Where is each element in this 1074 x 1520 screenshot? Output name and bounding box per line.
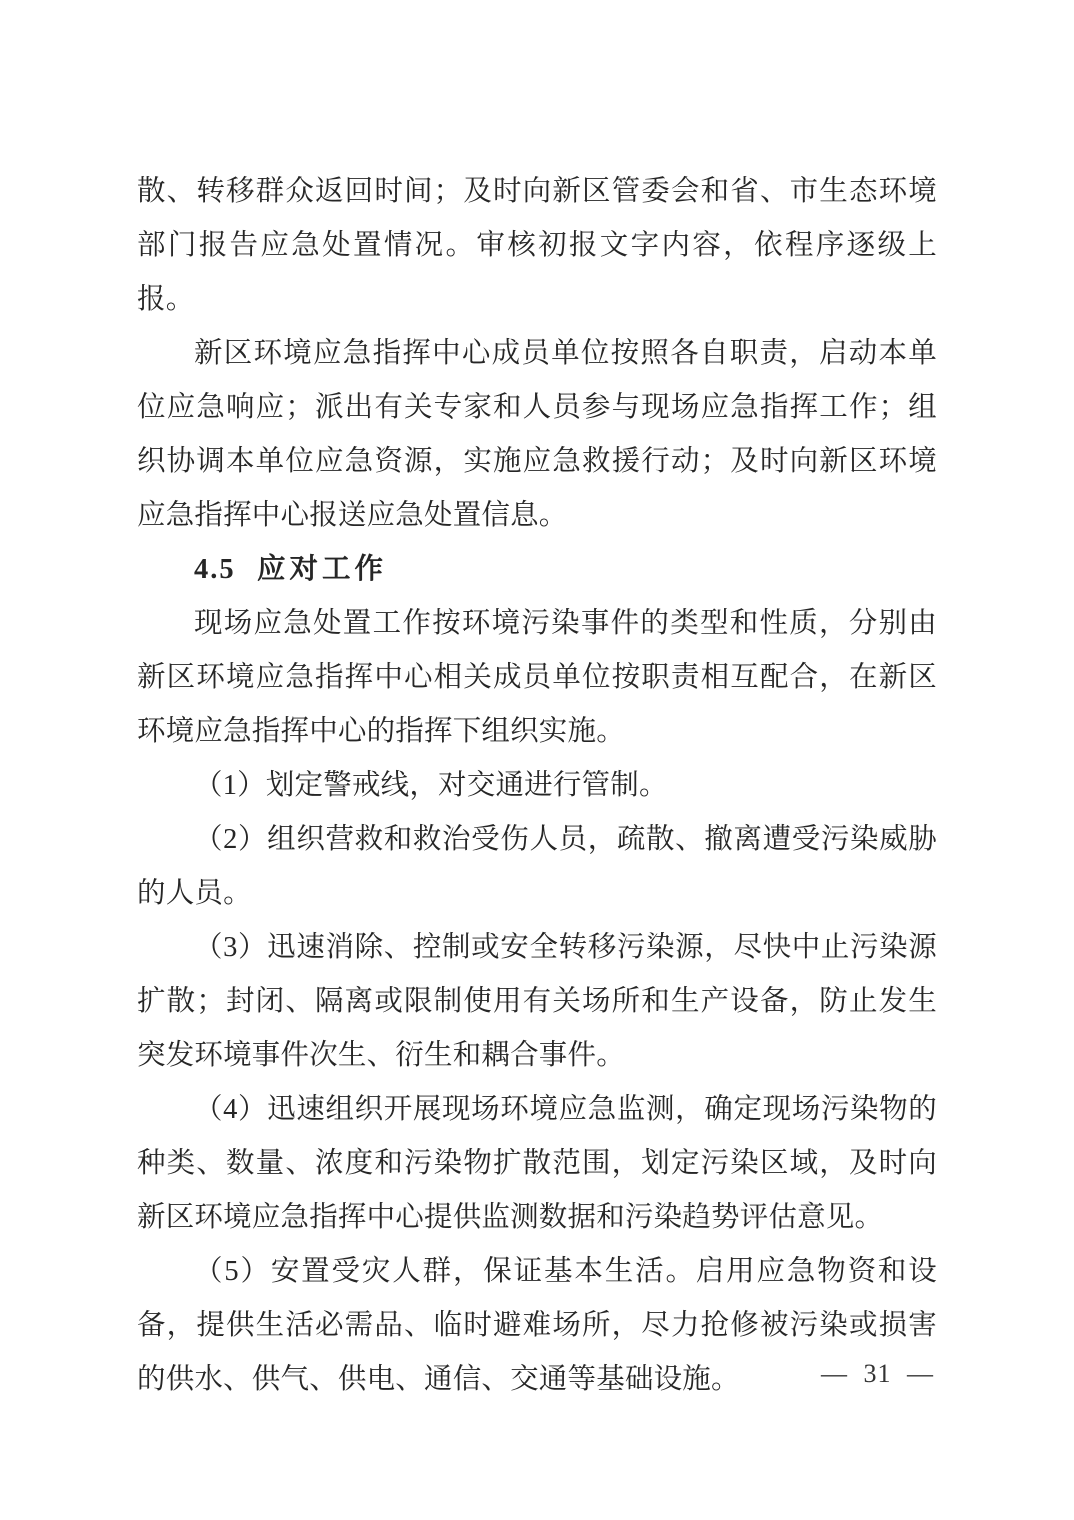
section-number: 4.5	[194, 554, 236, 585]
document-body	[137, 165, 937, 1407]
list-item-3: （3）迅速消除、控制或安全转移污染源，尽快中止污染源扩散；封闭、隔离或限制使用有关场所和生产设备，防止发生突发环境事件次生、衍生和耦合事件。	[137, 932, 937, 1071]
list-item-1: （1）划定警戒线，对交通进行管制。	[194, 770, 668, 801]
paragraph-continuation: 散、转移群众返回时间；及时向新区管委会和省、市生态环境部门报告应急处置情况。审核初报文字内容，依程序逐级上报。	[137, 176, 937, 315]
list-item-2: （2）组织营救和救治受伤人员，疏散、撤离遭受污染威胁的人员。	[137, 824, 937, 909]
page-number: — 31 —	[821, 1359, 934, 1388]
section-heading	[137, 543, 937, 597]
list-item-5: （5）安置受灾人群，保证基本生活。启用应急物资和设备，提供生活必需品、临时避难场所，尽力抢修被污染或损害的供水、供气、供电、通信、交通等基础设施。	[137, 1256, 937, 1395]
paragraph-member-units: 新区环境应急指挥中心成员单位按照各自职责，启动本单位应急响应；派出有关专家和人员参与现场应急指挥工作；组织协调本单位应急资源，实施应急救援行动；及时向新区环境应急指挥中心报送应急处置信息。	[137, 338, 937, 531]
section-title: 应对工作	[257, 554, 388, 585]
paragraph-response-intro: 现场应急处置工作按环境污染事件的类型和性质，分别由新区环境应急指挥中心相关成员单位按职责相互配合，在新区环境应急指挥中心的指挥下组织实施。	[137, 608, 937, 747]
list-item-4: （4）迅速组织开展现场环境应急监测，确定现场污染物的种类、数量、浓度和污染物扩散范围，划定污染区域，及时向新区环境应急指挥中心提供监测数据和污染趋势评估意见。	[137, 1094, 937, 1233]
